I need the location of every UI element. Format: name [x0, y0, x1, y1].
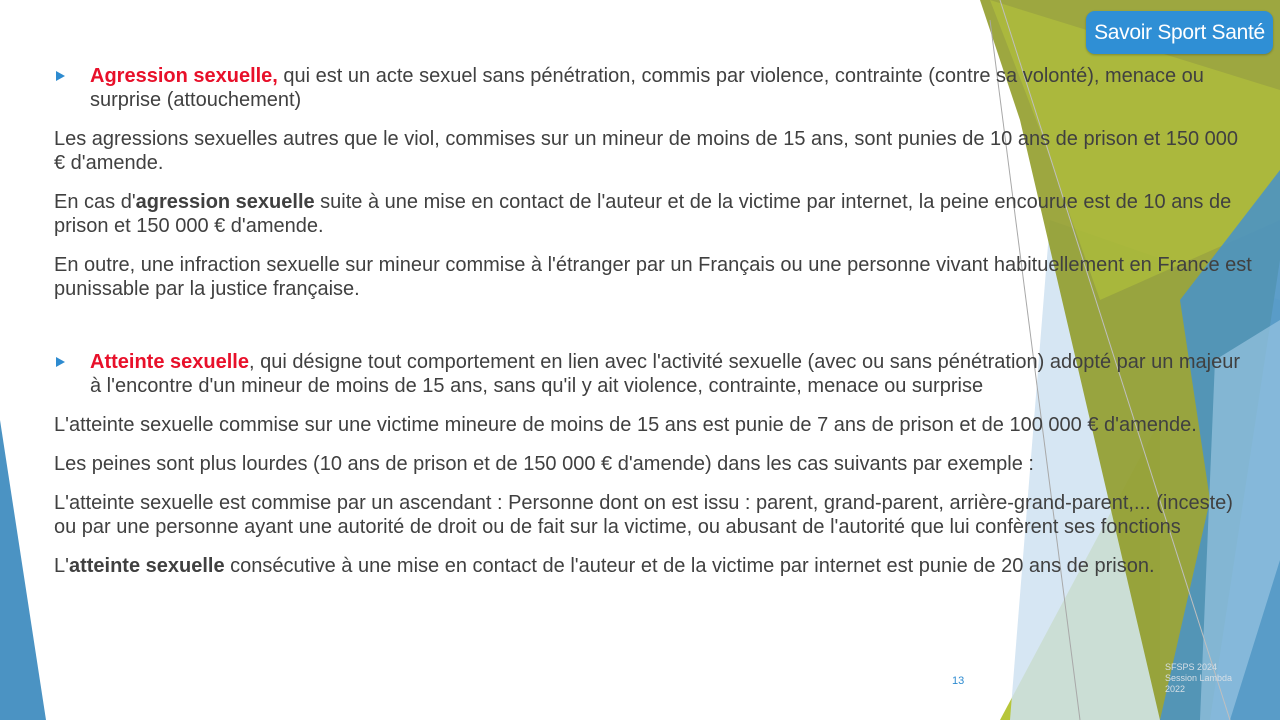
paragraph-ascendant: L'atteinte sexuelle est commise par un ascendant : Personne dont on est issu : parent, grand-parent, arrière-grand-parent,... (inceste) ou par une personne ayant une autorité de droit ou de fait sur la victime, ou abusant de l'autorité que lui confèrent ses fonctions — [54, 492, 1233, 538]
paragraph-internet-agression — [54, 190, 1254, 238]
bold-agression-sexuelle: agression sexuelle — [135, 191, 315, 213]
text-after: suite à une mise en contact de l'auteur et de la victime par internet, la peine encourue est de 10 ans de prison et 150 000 € d'amende. — [54, 191, 1232, 237]
paragraph-internet-atteinte — [54, 554, 1254, 578]
footer-line: Session Lambda — [1165, 673, 1233, 683]
bullet-arrow-icon — [56, 71, 65, 81]
bold-atteinte-sexuelle: atteinte sexuelle — [68, 555, 225, 577]
term-agression-sexuelle: Agression sexuelle, — [90, 65, 278, 87]
footer-line: 2022 — [1165, 684, 1186, 694]
term-atteinte-sexuelle: Atteinte sexuelle — [90, 351, 249, 373]
footer-line: SFSPS 2024 — [1165, 662, 1218, 672]
paragraph-peines-lourdes: Les peines sont plus lourdes (10 ans de prison et de 150 000 € d'amende) dans les cas suivants par exemple : — [54, 453, 1034, 475]
slide-content — [54, 64, 1254, 593]
slide-footer — [1165, 662, 1265, 695]
text-before: L' — [54, 555, 69, 577]
savoir-sport-sante-logo — [1086, 11, 1273, 54]
text-before: En cas d' — [54, 191, 136, 213]
paragraph-infraction-etranger: En outre, une infraction sexuelle sur mineur commise à l'étranger par un Français ou une personne vivant habituellement en France est punissable par la justice française. — [54, 254, 1252, 300]
left-blue-triangle — [0, 420, 46, 720]
spacer — [54, 316, 1254, 350]
paragraph-atteinte-penalty: L'atteinte sexuelle commise sur une victime mineure de moins de 15 ans est punie de 7 ans de prison et de 100 000 € d'amende. — [54, 414, 1197, 436]
logo-text: Savoir Sport Santé — [1094, 20, 1265, 44]
bullet-agression-sexuelle — [54, 64, 1254, 112]
slide-number: 13 — [952, 675, 965, 687]
paragraph-agression-penalty: Les agressions sexuelles autres que le viol, commises sur un mineur de moins de 15 ans, sont punies de 10 ans de prison et 150 000 € d'amende. — [54, 128, 1239, 174]
bullet-arrow-icon — [56, 357, 65, 367]
definition-agression-sexuelle: qui est un acte sexuel sans pénétration, commis par violence, contrainte (contre sa volonté), menace ou surprise (attouchement) — [90, 65, 1204, 111]
text-after: consécutive à une mise en contact de l'auteur et de la victime par internet est punie de 20 ans de prison. — [224, 555, 1155, 577]
bullet-atteinte-sexuelle — [54, 350, 1254, 398]
definition-atteinte-sexuelle: , qui désigne tout comportement en lien avec l'activité sexuelle (avec ou sans pénétration) adopté par un majeur à l'encontre d'un mineur de moins de 15 ans, sans qu'il y ait violence, contrainte, menace ou surprise — [90, 351, 1241, 397]
